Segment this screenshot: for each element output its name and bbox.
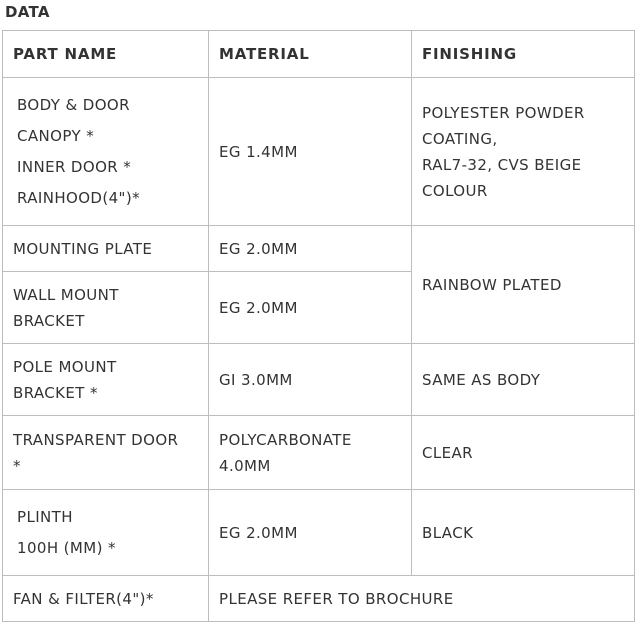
part-line: TRANSPARENT DOOR xyxy=(13,430,179,449)
part-line: * xyxy=(13,456,21,475)
finishing-cell: CLEAR xyxy=(412,416,635,490)
section-title: DATA xyxy=(5,3,50,21)
table-header-row xyxy=(3,31,635,78)
material-cell: EG 2.0MM xyxy=(209,490,412,576)
part-line: CANOPY * xyxy=(17,126,95,145)
part-line: BRACKET * xyxy=(13,383,98,402)
finishing-cell: BLACK xyxy=(412,490,635,576)
material-cell xyxy=(209,416,412,490)
finishing-cell-shared: RAINBOW PLATED xyxy=(412,226,635,344)
header-part-name: PART NAME xyxy=(3,31,209,78)
table-row xyxy=(3,78,635,226)
part-line: WALL MOUNT xyxy=(13,285,119,304)
finishing-cell xyxy=(412,78,635,226)
material-cell: EG 2.0MM xyxy=(209,226,412,272)
table-row xyxy=(3,576,635,622)
material-line: POLYCARBONATE xyxy=(219,430,352,449)
spec-table xyxy=(2,30,635,622)
table-row xyxy=(3,490,635,576)
part-name-cell xyxy=(3,78,209,226)
part-line: POLE MOUNT xyxy=(13,357,117,376)
part-line: PLINTH xyxy=(17,507,73,526)
part-line: 100H (MM) * xyxy=(17,538,116,557)
table-row xyxy=(3,344,635,416)
finishing-line: COATING, xyxy=(422,129,498,148)
table-row xyxy=(3,226,635,272)
part-name-cell: MOUNTING PLATE xyxy=(3,226,209,272)
finishing-line: POLYESTER POWDER xyxy=(422,103,585,122)
material-cell: EG 1.4MM xyxy=(209,78,412,226)
finishing-line: RAL7-32, CVS BEIGE xyxy=(422,155,582,174)
part-name-cell xyxy=(3,344,209,416)
part-name-cell xyxy=(3,416,209,490)
material-cell: EG 2.0MM xyxy=(209,272,412,344)
part-name-cell: FAN & FILTER(4")* xyxy=(3,576,209,622)
material-cell: GI 3.0MM xyxy=(209,344,412,416)
part-line: BODY & DOOR xyxy=(17,95,130,114)
material-span-cell: PLEASE REFER TO BROCHURE xyxy=(209,576,635,622)
finishing-cell: SAME AS BODY xyxy=(412,344,635,416)
table-row xyxy=(3,416,635,490)
material-line: 4.0MM xyxy=(219,456,271,475)
header-material: MATERIAL xyxy=(209,31,412,78)
part-line: BRACKET xyxy=(13,311,85,330)
header-finishing: FINISHING xyxy=(412,31,635,78)
part-line: RAINHOOD(4")* xyxy=(17,188,141,207)
finishing-line: COLOUR xyxy=(422,181,488,200)
part-line: INNER DOOR * xyxy=(17,157,132,176)
part-name-cell xyxy=(3,272,209,344)
part-name-cell xyxy=(3,490,209,576)
